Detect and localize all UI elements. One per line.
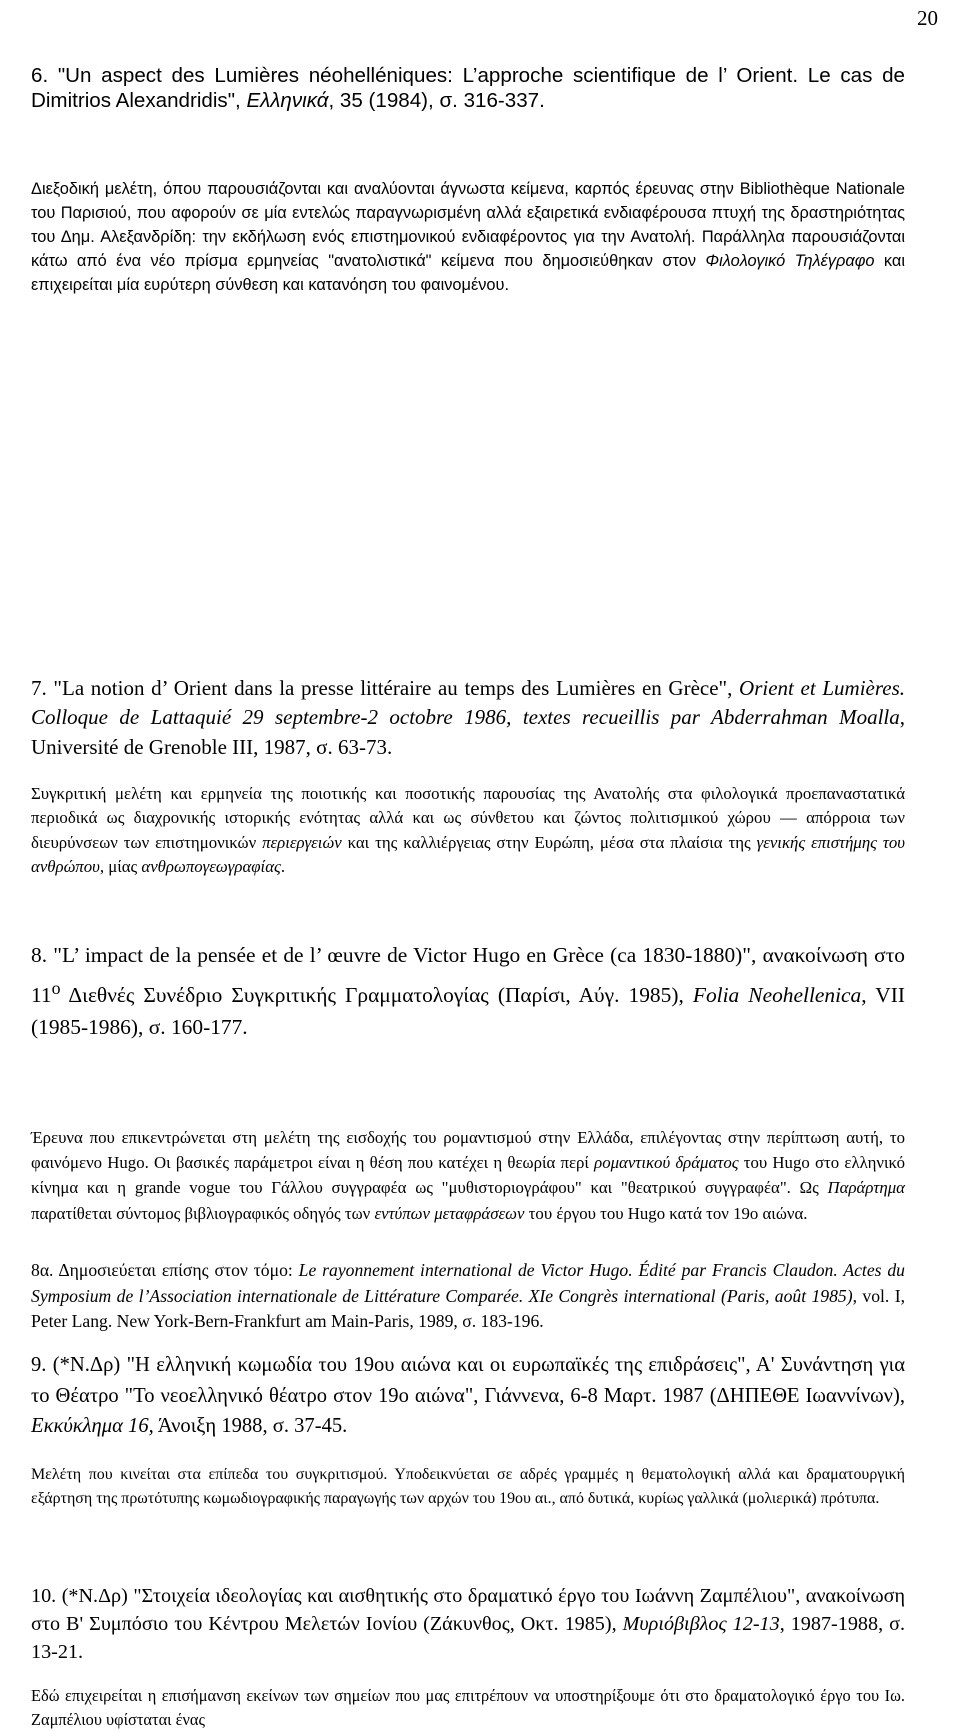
entry-9-title-a: 9. (*Ν.Δρ) "Η ελληνική κωμωδία του 19ου αιώνα και οι ευρωπαϊκές της επιδράσεις", Α' Συνάντηση για το Θέατρο "Το νεοελληνικό θέατρο στον 19ο αιώνα", Γιάννενα, 6-8 Μαρτ. 1987 (	[31, 1354, 905, 1407]
entry-9-title-e: Άνοιξη 1988, σ. 37-45.	[153, 1415, 348, 1438]
entry-9-description: Μελέτη που κινείται στα επίπεδα του συγκριτισμού. Υποδεικνύεται σε αδρές γραμμές η θεματολογική αλλά και δραματουργική εξάρτηση της πρωτότυπης κωμωδιογραφικής παραγωγής των αρχών του 19ου αι., από δυτικά, κυρίως γαλλικά (μολιερικά) πρότυπα.	[31, 1466, 905, 1507]
entry-7-desc-f: ανθρωπογεωγραφίας	[141, 857, 281, 877]
entry-9-title	[31, 1350, 905, 1442]
entry-6-desc-c: και επιχειρείται μία ευρύτερη σύνθεση και κατανόηση του φαινομένου.	[31, 251, 905, 294]
entry-7-title	[31, 674, 905, 762]
entry-8-desc-c: του Hugo στο ελληνικό κίνημα και η grande vogue του Γάλλου συγγραφέα ως "μυθιστοριογράφου" και "θεατρικού συγγραφέα". Ως	[31, 1153, 905, 1198]
entry-8-desc-a: Έρευνα που επικεντρώνεται στη μελέτη της εισδοχής του ρομαντισμού στην Ελλάδα, επιλέγοντας στην περίπτωση αυτή, το φαινόμενο Hugo. Οι βασικές παράμετροι είναι η θέση που κατέχει η θεωρία περί	[31, 1127, 905, 1173]
entry-6-title	[31, 63, 905, 113]
entry-8-desc-f: εντύπων μεταφράσεων	[374, 1203, 525, 1223]
entry-10-title-c: , 1987-1988, σ. 13-21.	[31, 1613, 905, 1664]
entry-6-desc-journal: Φιλολογικό Τηλέγραφο	[705, 251, 875, 270]
entry-7-desc-b: περιεργειών	[262, 832, 342, 852]
entry-6-journal: Ελληνικά	[246, 89, 329, 113]
entry-6-title-text: 6. "Un aspect des Lumières néohelléniques: L’approche scientifique de l’ Orient. Le cas de Dimitrios Alexandridis",	[31, 64, 905, 113]
entry-9-journal: Εκκύκλημα 16,	[31, 1415, 154, 1438]
entry-7-desc-a: Συγκριτική μελέτη και ερμηνεία της ποιοτικής και ποσοτικής παρουσίας της Ανατολής στα φιλολογικά προεπαναστατικά περιοδικά ως διαχρονικής ιστορικής ενότητας αλλά και ως σύνθετου και ζώντος πολιτισμικού χώρου — απόρροια των διευρύνσεων των επιστημονικών	[31, 784, 905, 852]
entry-7-description	[31, 782, 905, 879]
entry-8-desc-d: Παράρτημα	[827, 1178, 905, 1198]
entry-8-desc-e: παρατίθεται σύντομος βιβλιογραφικός οδηγός των	[31, 1203, 375, 1223]
entry-8-description	[31, 1125, 905, 1226]
entry-7-desc-c: και της καλλιέργειας στην Ευρώπη, μέσα στα πλαίσια της	[341, 832, 757, 852]
entry-9-title-c: Ιωαννίνων),	[799, 1384, 905, 1407]
entry-9-title-b: ΔΗΠΕΘΕ	[716, 1384, 800, 1407]
entry-7-desc-g: .	[280, 857, 286, 877]
entry-8a-a: 8α. Δημοσιεύεται επίσης στον τόμο:	[31, 1260, 299, 1281]
page-number: 20	[917, 6, 938, 30]
entry-8-title-sup: ο	[51, 977, 61, 998]
entry-8a	[31, 1258, 905, 1334]
entry-6-desc-a: Διεξοδική μελέτη, όπου παρουσιάζονται και αναλύονται άγνωστα κείμενα, καρπός έρευνας στην Bibliothèque Nationale του Παρισιού, που αφορούν σε μία εντελώς παραγνωρισμένη αλλά εξαιρετικά ενδιαφέρουσα πτυχή της δραστηριότητας του Δημ. Αλεξανδρίδη: την εκδήλωση ενός επιστημονικού ενδιαφέροντος για την Ανατολή. Παράλληλα παρουσιάζονται κάτω από ένα νέο πρίσμα ερμηνείας "ανατολιστικά" κείμενα που δημοσιεύθηκαν στον	[31, 180, 905, 270]
entry-10-title	[31, 1582, 905, 1666]
entry-8-title-b: Διεθνές Συνέδριο Συγκριτικής Γραμματολογίας (Παρίσι, Αύγ. 1985),	[60, 982, 693, 1007]
entry-8-pages: , VII (1985-1986), σ. 160-177.	[31, 982, 905, 1040]
entry-8a-book: Le rayonnement international de Victor Hugo. Édité par Francis Claudon. Actes du Symposium de l’Association internationale de Littérature Comparée. XIe Congrès international (Paris, août 1985)	[31, 1260, 905, 1306]
entry-8-title	[31, 939, 905, 1043]
entry-7-title-text: 7. "La notion d’ Orient dans la presse littéraire au temps des Lumières en Grèce",	[31, 675, 740, 700]
entry-10-title-a: 10. (*Ν.Δρ) "Στοιχεία ιδεολογίας και αισθητικής στο δραματικό έργο του Ιωάννη Ζαμπέλιου", ανακοίνωση στο Β' Συμπόσιο του Κέντρου Μελετών Ιονίου (Ζάκυνθος, Οκτ. 1985),	[31, 1584, 905, 1636]
entry-10-description: Εδώ επιχειρείται η επισήμανση εκείνων των σημείων που μας επιτρέπουν να υποστηρίξουμε ότι στο δραματολογικό έργο του Ιω. Ζαμπέλιου υφίσταται ένας	[31, 1686, 905, 1729]
entry-6-description	[31, 178, 905, 298]
entry-7-desc-e: , μίας	[99, 857, 142, 877]
entry-7-publisher: , Université de Grenoble III, 1987, σ. 63-73.	[31, 705, 905, 759]
entry-8-desc-g: του έργου του Hugo κατά τον 19ο αιώνα.	[524, 1203, 808, 1223]
entry-6-pages: , 35 (1984), σ. 316-337.	[328, 89, 545, 113]
entry-7-book: Orient et Lumières. Colloque de Lattaquié 29 septembre-2 octobre 1986, textes recueillis par Abderrahman Moalla	[31, 675, 906, 730]
entry-8-title-a: 8. "L’ impact de la pensée et de l’ œuvre de Victor Hugo en Grèce (ca 1830-1880)", ανακοίνωση στο 11	[31, 943, 905, 1007]
entry-8a-c: , vol. I, Peter Lang. New York-Bern-Frankfurt am Main-Paris, 1989, σ. 183-196.	[31, 1285, 905, 1331]
entry-8-desc-b: ρομαντικού δράματος	[594, 1153, 739, 1173]
entry-7-desc-d: γενικής επιστήμης του ανθρώπου	[31, 832, 906, 877]
entry-10-journal: Μυριόβιβλος 12-13	[622, 1613, 780, 1636]
entry-8-journal: Folia Neohellenica	[692, 982, 862, 1007]
